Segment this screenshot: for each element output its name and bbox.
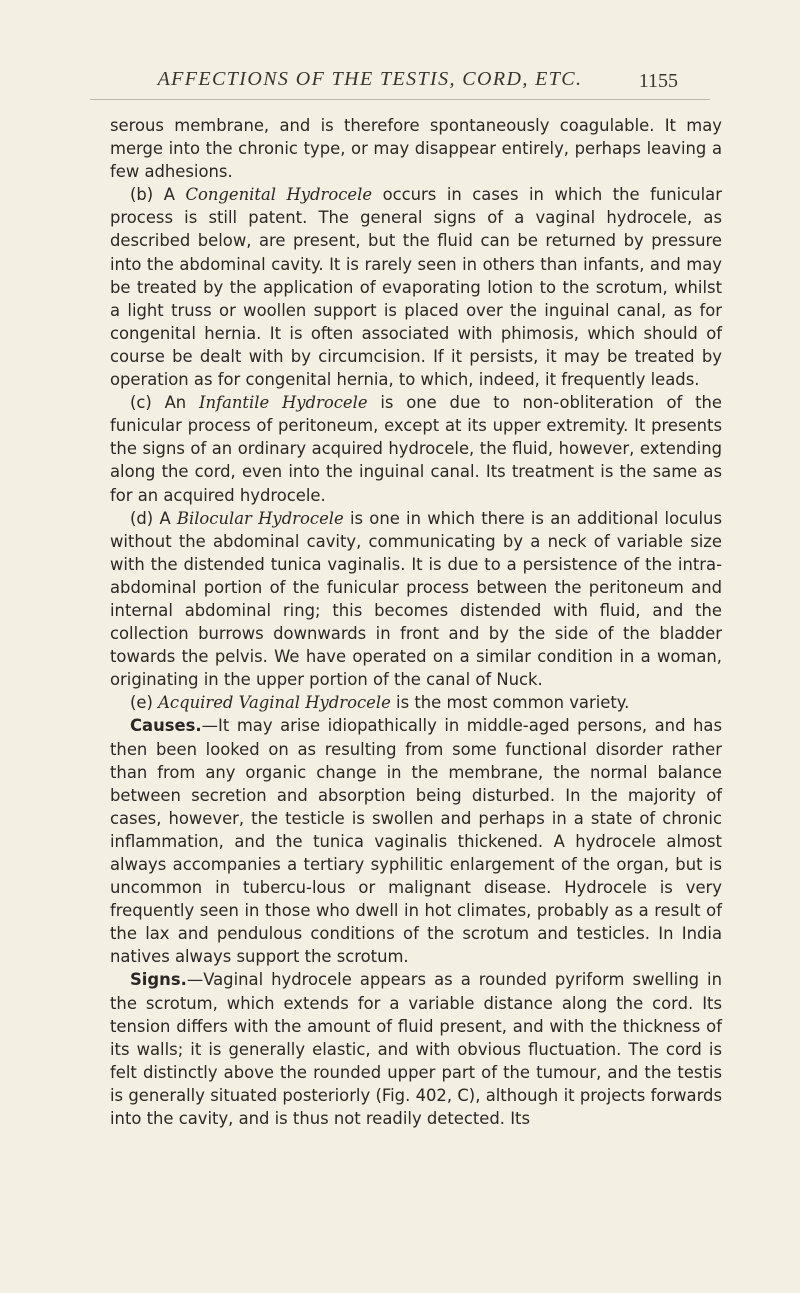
page-number: 1155 <box>638 70 678 92</box>
list-marker: (e) <box>130 693 153 713</box>
paragraph-text: serous membrane, and is therefore spontaneously coagulable. It may merge into the chronic type, or may disappear entirely, perhaps leaving a few adhesions. <box>110 116 722 182</box>
term-congenital-hydrocele: Congenital Hydrocele <box>185 185 373 205</box>
section-heading-signs: Signs. <box>130 970 187 990</box>
list-marker: (b) A <box>130 185 175 205</box>
paragraph-signs <box>110 968 722 1130</box>
term-bilocular-hydrocele: Bilocular Hydrocele <box>176 508 344 528</box>
running-title: AFFECTIONS OF THE TESTIS, CORD, ETC. <box>157 68 583 90</box>
list-marker: (d) A <box>130 508 171 528</box>
paragraph-text: is the most common variety. <box>396 693 630 713</box>
term-acquired-vaginal-hydrocele: Acquired Vaginal Hydrocele <box>158 693 391 713</box>
paragraph-text: is one due to non-obliteration of the funicular process of peritoneum, except at its upper extremity. It presents the signs of an ordinary acquired hydrocele, the fluid, however, extending along the cord, even into the inguinal canal. Its treatment is the same as for an acquired hydrocele. <box>110 393 722 505</box>
section-heading-causes: Causes. <box>130 716 202 736</box>
paragraph-causes <box>110 714 722 968</box>
paragraph-congenital-hydrocele <box>110 183 722 391</box>
paragraph-text: —It may arise idiopathically in middle-aged persons, and has then been looked on as resulting from some functional disorder rather than from any organic change in the membrane, the normal balance between secretion and absorption being disturbed. In the majority of cases, however, the testicle is swollen and perhaps in a state of chronic inflammation, and the tunica vaginalis thickened. A hydrocele almost always accompanies a tertiary syphilitic enlargement of the organ, but is uncommon in tubercu-lous or malignant disease. Hydrocele is very frequently seen in those who dwell in hot climates, probably as a result of the lax and pendulous conditions of the scrotum and testicles. In India natives always support the scrotum. <box>110 716 722 967</box>
header-rule <box>90 99 710 100</box>
term-infantile-hydrocele: Infantile Hydrocele <box>199 393 368 413</box>
paragraph-continuation <box>110 114 722 183</box>
paragraph-text: occurs in cases in which the funicular process is still patent. The general signs of a vaginal hydrocele, as described below, are present, but the fluid can be returned by pressure into the abdominal cavity. It is rarely seen in others than infants, and may be treated by the application of evaporating lotion to the scrotum, whilst a light truss or woollen support is placed over the inguinal canal, as for congenital hernia. It is often associated with phimosis, which should of course be dealt with by circumcision. If it persists, it may be treated by operation as for congenital hernia, to which, indeed, it frequently leads. <box>110 185 722 390</box>
paragraph-text: is one in which there is an additional loculus without the abdominal cavity, communicating by a neck of variable size with the distended tunica vaginalis. It is due to a persistence of the intra-abdominal portion of the funicular process between the peritoneum and internal abdominal ring; this becomes distended with fluid, and the collection burrows downwards in front and by the side of the bladder towards the pelvis. We have operated on a similar condition in a woman, originating in the upper portion of the canal of Nuck. <box>110 508 722 690</box>
page-header <box>80 68 720 108</box>
paragraph-text: —Vaginal hydrocele appears as a rounded pyriform swelling in the scrotum, which extends for a variable distance along the cord. Its tension differs with the amount of fluid present, and with the thickness of its walls; it is generally elastic, and with obvious fluctuation. The cord is felt distinctly above the rounded upper part of the tumour, and the testis is generally situated posteriorly (Fig. 402, C), although it projects forwards into the cavity, and is thus not readily detected. Its <box>110 970 722 1129</box>
paragraph-infantile-hydrocele <box>110 391 722 506</box>
list-marker: (c) An <box>130 393 187 413</box>
body-text <box>110 114 722 1130</box>
paragraph-acquired-vaginal-hydrocele <box>110 691 722 714</box>
paragraph-bilocular-hydrocele <box>110 507 722 692</box>
